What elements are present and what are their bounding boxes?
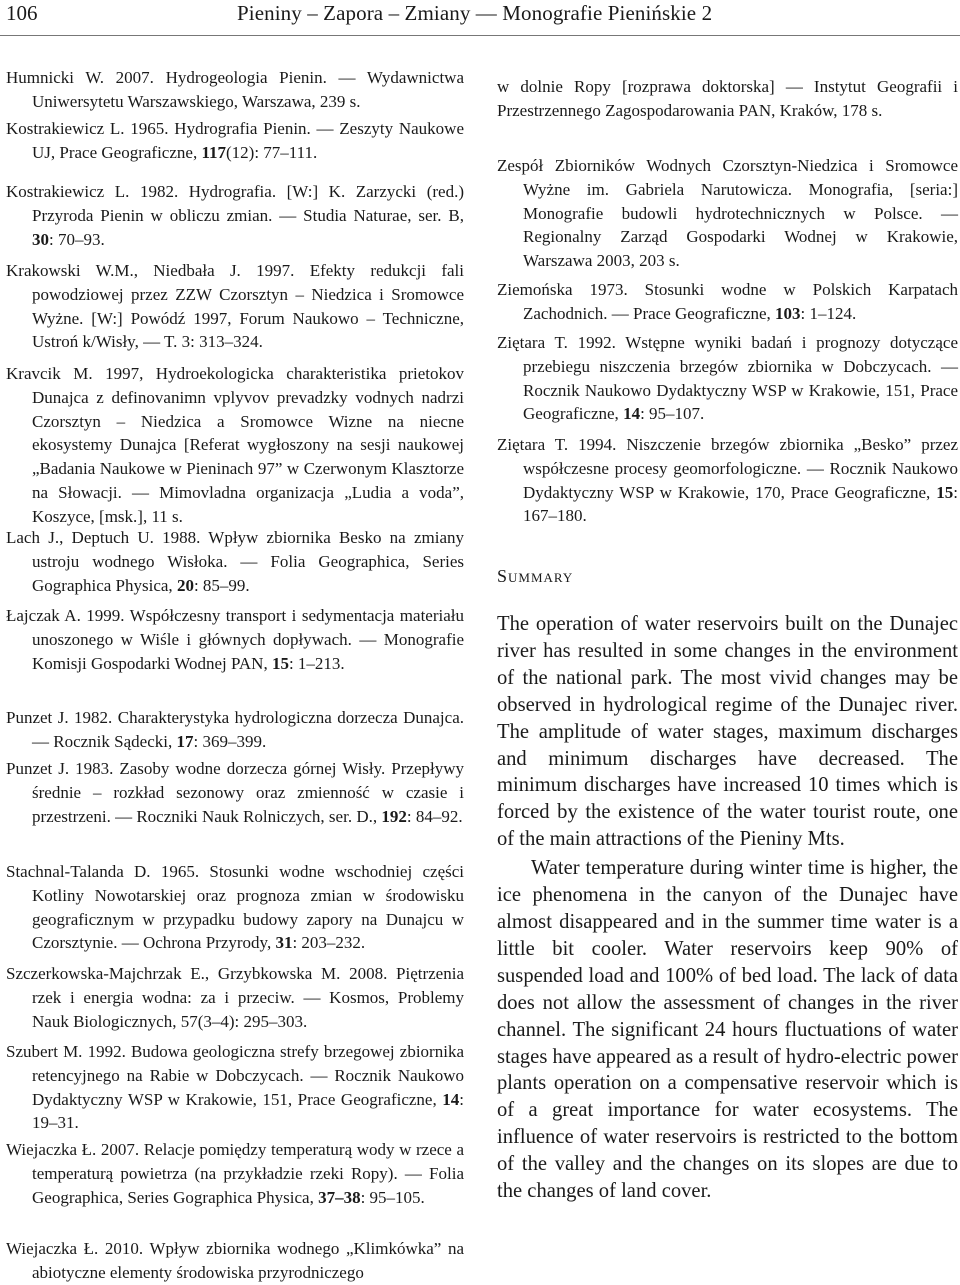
reference-entry: Szubert M. 1992. Budowa geologiczna strefy brzegowej zbiornika retencyjnego na Rabie w Dobczycach. — Rocznik Naukowo Dydaktyczny WSP w Krakowie, 151, Prace Geograficzne, 14: 19–31. xyxy=(6,1042,464,1133)
reference-entry: Krakowski W.M., Niedbała J. 1997. Efekty redukcji fali powodziowej przez ZZW Czorsztyn – Niedzica i Sromowce Wyżne. [W:] Powódź 1997, Forum Naukowo – Techniczne, Ustroń k/Wisły, — T. 3: 313–324. xyxy=(6,261,464,352)
page-header xyxy=(0,0,960,34)
reference-entry: Kostrakiewicz L. 1982. Hydrografia. [W:] K. Zarzycki (red.) Przyroda Pienin w obliczu zmian. — Studia Naturae, ser. B, 30: 70–93. xyxy=(6,182,464,249)
header-rule xyxy=(0,35,960,36)
summary-paragraph: The operation of water reservoirs built on the Dunajec river has resulted in some changes in the environment of the national park. The most vivid changes may be observed in hydrological regime of the Dunajec river. The amplitude of water stages, maximum discharges and minimum discharges have decreased. The minimum discharges have increased 10 times which is forced by the existence of the water tourist route, one of the main attractions of the Pieniny Mts. xyxy=(497,613,958,851)
reference-entry: Ziętara T. 1992. Wstępne wyniki badań i prognozy dotyczące przebiegu niszczenia brzegów zbiornika w Dobczycach. — Rocznik Naukowo Dydaktyczny WSP w Krakowie, 151, Prace Geograficzne, 14: 95–107. xyxy=(497,333,958,424)
reference-entry: Punzet J. 1982. Charakterystyka hydrologiczna dorzecza Dunajca. — Rocznik Sądecki, 17: 369–399. xyxy=(6,708,464,751)
reference-entry: Łajczak A. 1999. Współczesny transport i sedymentacja materiału unoszonego w Wiśle i głównych dopływach. — Monografie Komisji Gospodarki Wodnej PAN, 15: 1–213. xyxy=(6,606,464,673)
reference-entry-continued: w dolnie Ropy [rozprawa doktorska] — Instytut Geografii i Przestrzennego Zagospodarowania PAN, Kraków, 178 s. xyxy=(497,77,958,120)
reference-entry: Kravcik M. 1997, Hydroekologicka charakteristika prietokov Dunajca z definovanimn vplyvov prevadzky vodnych nadrzi Czorsztyn – Niedzica a Sromowce Wizne na niecne ekosystemy Dunajca [Referat wygłoszony na sesji naukowej „Badania Naukowe w Pieninach 97” w Czerwonym Klasztorze na Słowacji. — Mimovladna organizacja „Ludia a voda”, Koszyce, [msk.], 11 s. xyxy=(6,364,464,526)
summary-text xyxy=(497,611,958,1205)
reference-entry: Kostrakiewicz L. 1965. Hydrografia Pienin. — Zeszyty Naukowe UJ, Prace Geograficzne, 117(12): 77–111. xyxy=(6,119,464,162)
reference-entry: Szczerkowska-Majchrzak E., Grzybkowska M. 2008. Piętrzenia rzek i energia wodna: za i przeciw. — Kosmos, Problemy Nauk Biologicznych, 57(3–4): 295–303. xyxy=(6,964,464,1031)
reference-entry: Ziemońska 1973. Stosunki wodne w Polskich Karpatach Zachodnich. — Prace Geograficzne, 103: 1–124. xyxy=(497,280,958,323)
summary-paragraph: Water temperature during winter time is higher, the ice phenomena in the canyon of the Dunajec have almost disappeared and in the summer time water is a little bit cooler. Water reservoirs keep 90% of suspended load and 100% of bed load. The lack of data does not allow the assessment of changes in the river channel. The significant 24 hours fluctuations of water stages have appeared as a result of hydro-electric power plants operation on a compensative reservoir which is of a great importance for water ecosystems. The influence of water reservoirs is restricted to the bottom of the valley and the changes on its slopes are due to the changes of land cover. xyxy=(497,857,958,1203)
reference-entry: Lach J., Deptuch U. 1988. Wpływ zbiornika Besko na zmiany ustroju wodnego Wisłoka. — Folia Geographica, Series Gographica Physica, 20: 85–99. xyxy=(6,528,464,595)
reference-entry: Wiejaczka Ł. 2010. Wpływ zbiornika wodnego „Klimkówka” na abiotyczne elementy środowiska przyrodniczego xyxy=(6,1239,464,1282)
reference-entry: Wiejaczka Ł. 2007. Relacje pomiędzy temperaturą wody w rzece a temperaturą powietrza (na przykładzie rzeki Ropy). — Folia Geographica, Series Gographica Physica, 37–38: 95–105. xyxy=(6,1140,464,1207)
reference-entry: Punzet J. 1983. Zasoby wodne dorzecza górnej Wisły. Przepływy średnie – rozkład sezonowy oraz zmienność w czasie i przestrzeni. — Roczniki Nauk Rolniczych, ser. D., 192: 84–92. xyxy=(6,759,464,826)
reference-entry: Stachnal-Talanda D. 1965. Stosunki wodne wschodniej części Kotliny Nowotarskiej oraz prognoza zmian w środowisku geograficznym w przypadku budowy zapory na Dunajcu w Czorsztynie. — Ochrona Przyrody, 31: 203–232. xyxy=(6,862,464,953)
summary-heading: Summary xyxy=(497,566,574,586)
running-title: Pieniny – Zapora – Zmiany — Monografie Pienińskie 2 xyxy=(237,1,713,25)
reference-entry: Humnicki W. 2007. Hydrogeologia Pienin. — Wydawnictwa Uniwersytetu Warszawskiego, Warszawa, 239 s. xyxy=(6,68,464,111)
reference-entry: Zespół Zbiorników Wodnych Czorsztyn-Niedzica i Sromowce Wyżne im. Gabriela Narutowicza. Monografia, [seria:] Monografie budowli hydrotechnicznych w Polsce. — Regionalny Zarząd Gospodarki Wodnej w Krakowie, Warszawa 2003, 203 s. xyxy=(497,156,958,271)
reference-entry: Ziętara T. 1994. Niszczenie brzegów zbiornika „Besko” przez współczesne procesy geomorfologiczne. — Rocznik Naukowo Dydaktyczny WSP w Krakowie, 170, Prace Geograficzne, 15: 167–180. xyxy=(497,435,958,526)
page-number: 106 xyxy=(6,1,38,25)
